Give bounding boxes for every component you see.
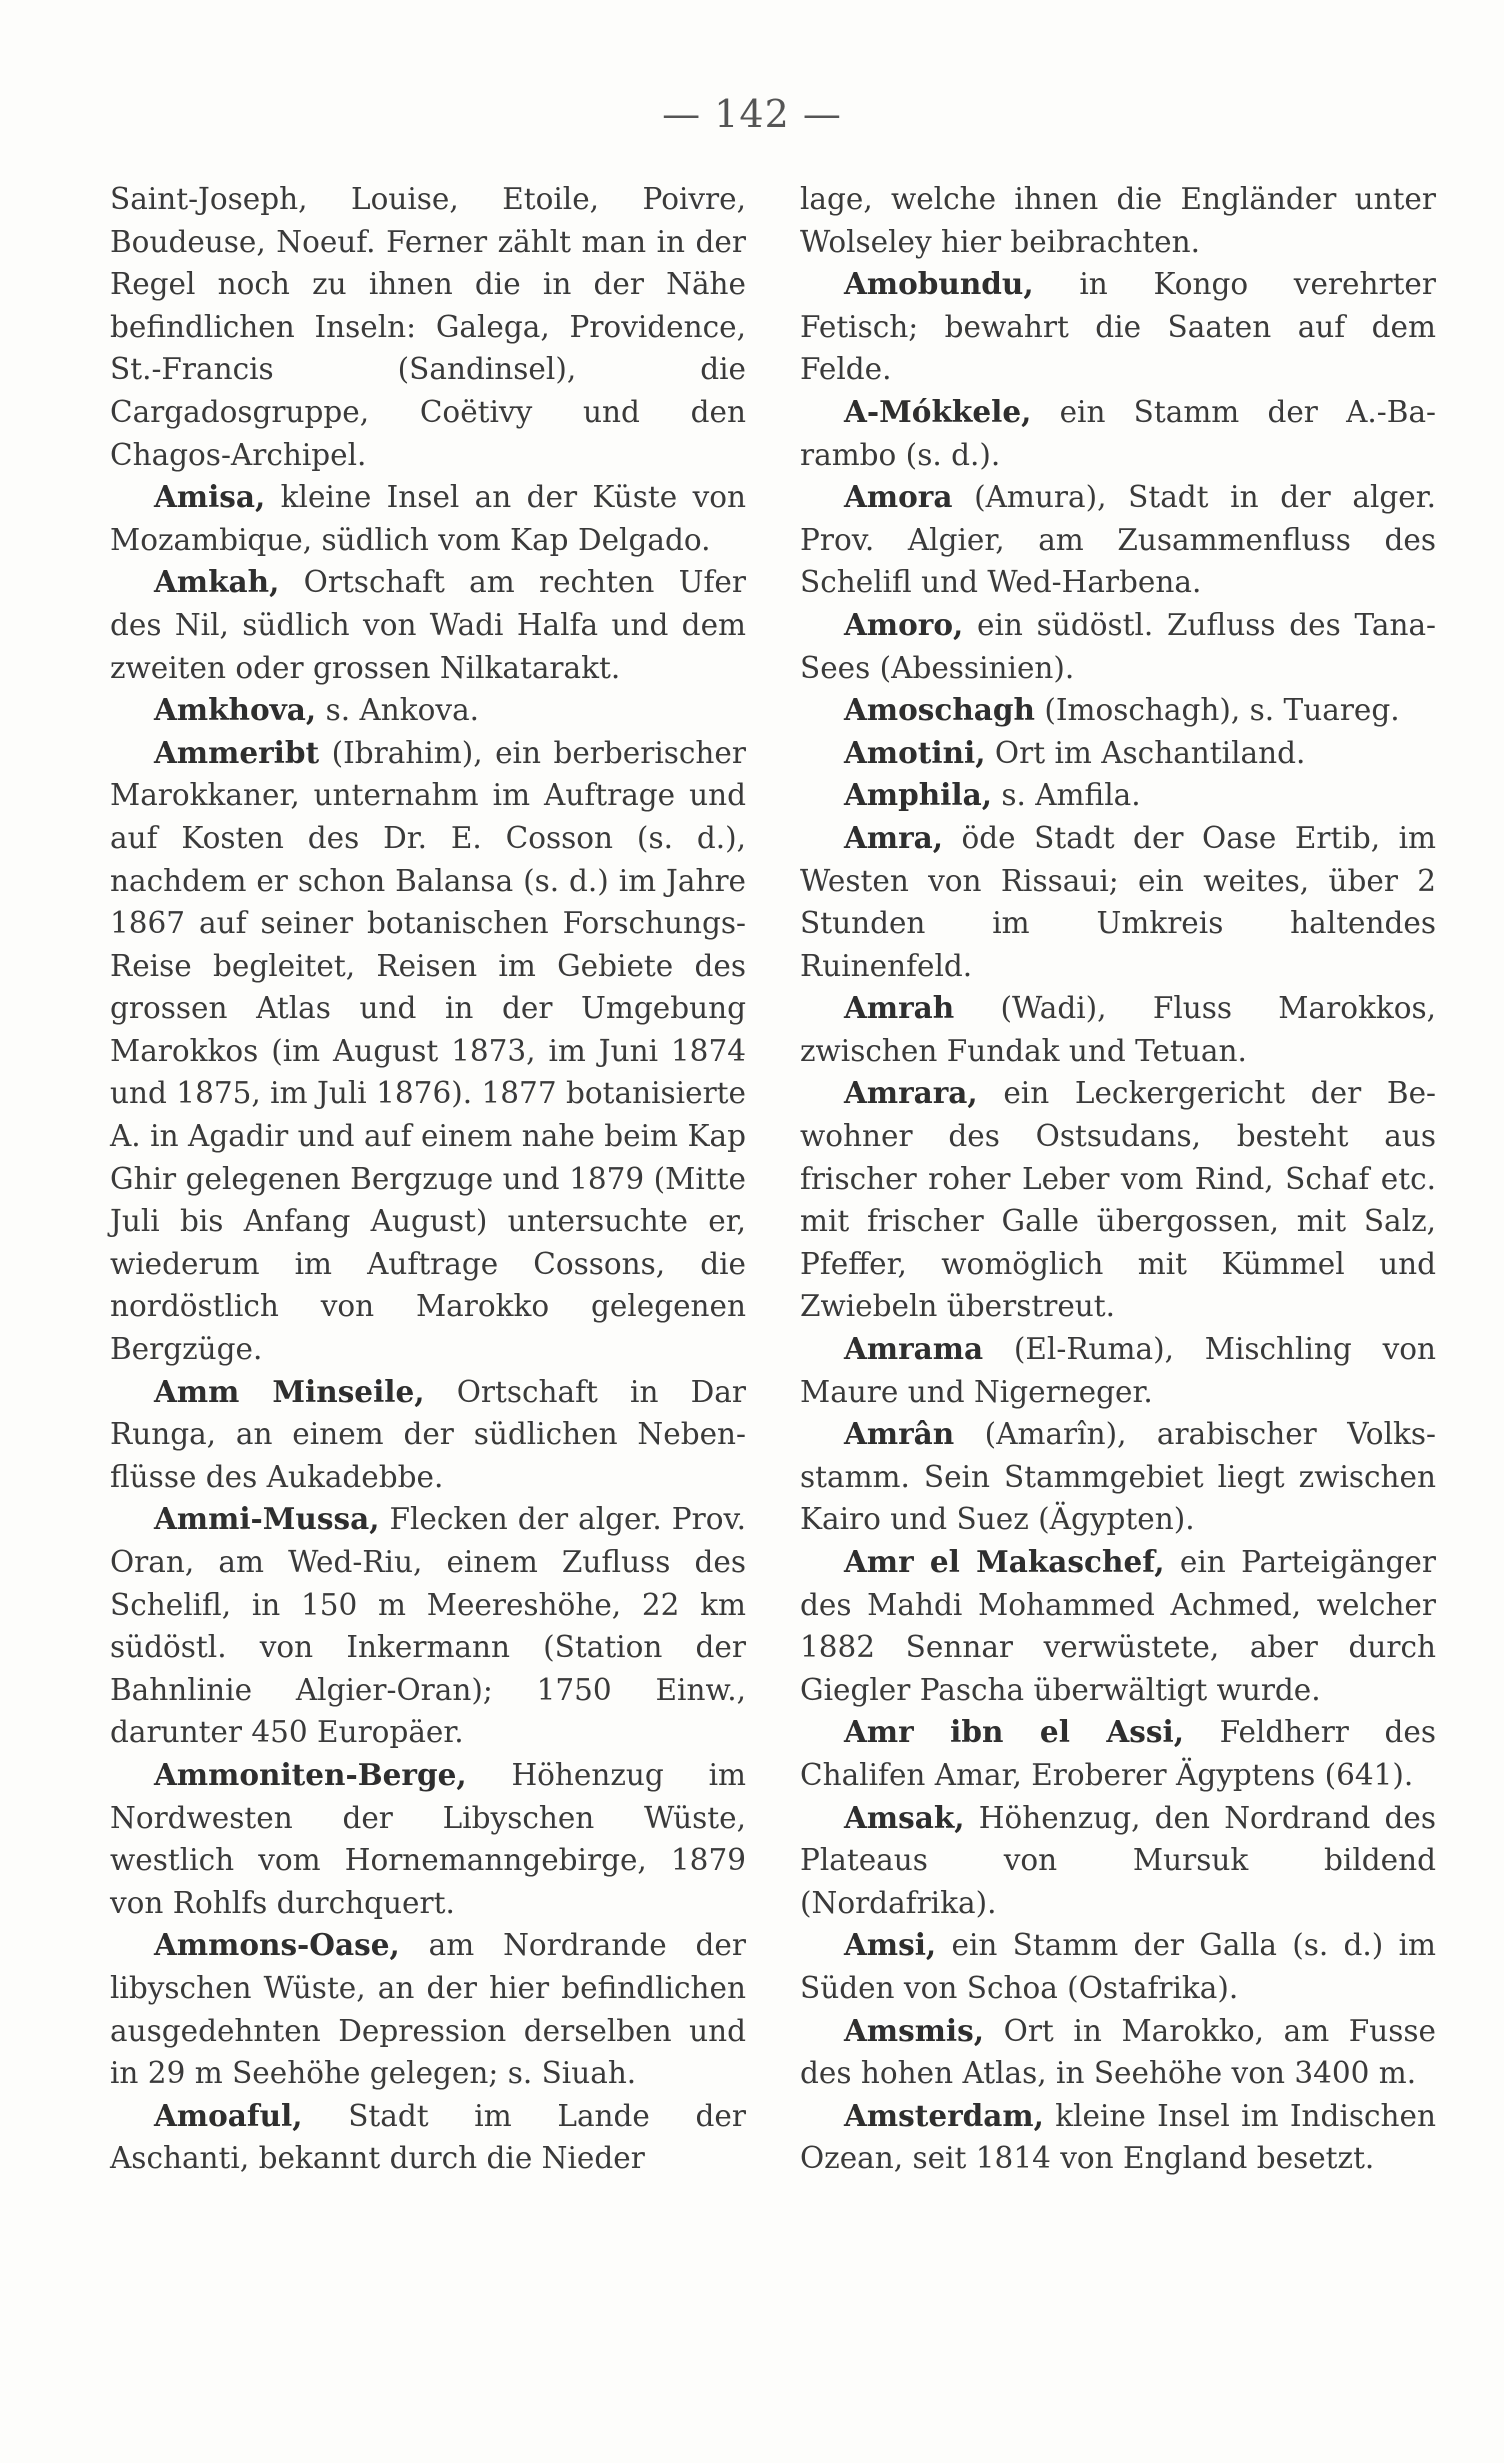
entry-text: ein Stamm der Galla (s. d.) im Süden von Schoa (Ostafrika).: [800, 1928, 1436, 2005]
entry: [800, 689, 1436, 732]
entry: [800, 2095, 1436, 2180]
entry: [110, 689, 746, 732]
entry-head: Ammoniten-Berge,: [154, 1756, 467, 1792]
entry: [110, 178, 746, 476]
entry-text: (Ibrahim), ein berberischer Marokkaner, unternahm im Auftrage und auf Kosten des Dr. E. Cosson (s. d.), nachdem er schon Balansa (s. d.) im Jahre 1867 auf seiner botanischen Forschungs-Reise begleitet, Reisen im Gebiete des grossen Atlas und in der Umgebung Marokkos (im August 1873, im Juni 1874 und 1875, im Juli 1876). 1877 botanisierte A. in Agadir und auf einem nahe beim Kap Ghir gelegenen Bergzuge und 1879 (Mitte Juli bis Anfang August) untersuchte er, wiederum im Auftrage Cossons, die nordöstlich von Marokko gelegenen Bergzüge.: [110, 735, 746, 1367]
entry-text: am Nordrande der libyschen Wüste, an der hier befindlichen ausgedehnten Depression derselben und in 29 m Seehöhe gelegen; s. Siuah.: [110, 1928, 746, 2091]
entry-head: Amrama: [844, 1331, 984, 1367]
entry-head: Amoro,: [844, 606, 964, 642]
entry-text: Ortschaft am rechten Ufer des Nil, südlich von Wadi Halfa und dem zweiten oder grossen Nilkatarakt.: [110, 565, 746, 685]
entry-text: ein Stamm der A.-Barambo (s. d.).: [800, 394, 1436, 472]
entry: [110, 1371, 746, 1499]
entry: [800, 774, 1436, 817]
entry: [800, 1924, 1436, 2009]
entry-head: Amra,: [844, 819, 944, 855]
entry-text: Ort in Marokko, am Fusse des hohen Atlas, in Seehöhe von 3400 m.: [800, 2013, 1436, 2091]
entry: [800, 1797, 1436, 1925]
entry: [800, 1711, 1436, 1796]
entry-head: Amsterdam,: [844, 2097, 1044, 2133]
entry-text: Saint-Joseph, Louise, Etoile, Poivre, Boudeuse, Noeuf. Ferner zählt man in der Regel noch zu ihnen die in der Nähe befindlichen Inseln: Galega, Providence, St.-Francis (Sandinsel), die Cargadosgruppe, Coëtivy und den Chagos-Archipel.: [110, 182, 746, 472]
entry-text: öde Stadt der Oase Ertib, im Westen von Rissaui; ein weites, über 2 Stunden im Umkreis haltendes Ruinenfeld.: [800, 820, 1436, 983]
entry-text: Höhenzug im Nordwesten der Libyschen Wüste, westlich vom Hornemanngebirge, 1879 von Rohlfs durchquert.: [110, 1757, 746, 1920]
entry-text: Feldherr des Chalifen Amar, Eroberer Ägyptens (641).: [800, 1715, 1436, 1792]
entry: [800, 1413, 1436, 1541]
left-column: [110, 178, 746, 2180]
entry: [800, 732, 1436, 775]
right-column: [800, 178, 1436, 2180]
entry-head: Amsak,: [844, 1799, 965, 1835]
entry-head: Ammi-Mussa,: [154, 1501, 380, 1537]
entry: [800, 476, 1436, 604]
entry-head: Amrân: [844, 1416, 955, 1452]
entry-head: Amr ibn el Assi,: [844, 1714, 1184, 1750]
entry: [110, 732, 746, 1371]
entry-head: Amr el Makaschef,: [844, 1544, 1165, 1579]
entry-text: Ort im Aschantiland.: [985, 735, 1306, 770]
entry-head: Amphila,: [844, 777, 992, 813]
entry-text: in Kongo verehrter Fetisch; bewahrt die Saaten auf dem Felde.: [800, 267, 1436, 387]
entry-head: Amisa,: [154, 479, 266, 515]
entry-head: Ammeribt: [154, 734, 320, 770]
entry: [110, 1498, 746, 1754]
entry-head: Amkah,: [154, 564, 280, 600]
entry: [110, 476, 746, 561]
entry: [800, 987, 1436, 1072]
entry-text: Stadt im Lande der Aschanti, bekannt durch die Nieder: [110, 2098, 746, 2176]
entry-head: Amoaful,: [154, 2097, 303, 2133]
entry-head: Amm Minseile,: [154, 1373, 425, 1409]
entry-head: Amsi,: [844, 1927, 937, 1963]
entry: [800, 1072, 1436, 1328]
entry: [800, 263, 1436, 391]
entry-text: Höhenzug, den Nordrand des Plateaus von Mursuk bildend (Nordafrika).: [800, 1800, 1436, 1920]
entry-head: Amora: [844, 479, 953, 515]
entry-head: A-Mókkele,: [844, 393, 1032, 429]
entry-text: s. Ankova.: [316, 693, 480, 728]
entry: [800, 1328, 1436, 1413]
entry-head: Amrara,: [844, 1075, 978, 1111]
entry-head: Amotini,: [844, 734, 986, 770]
entry: [800, 1541, 1436, 1711]
entry: [110, 561, 746, 689]
entry: [800, 391, 1436, 476]
entry-head: Amrah: [844, 990, 955, 1026]
entry-head: Amoschagh: [844, 692, 1035, 728]
entry-head: Amkhova,: [154, 692, 317, 728]
entry: [110, 1924, 746, 2094]
entry-head: Ammons-Oase,: [154, 1927, 400, 1963]
entry-text: (Wadi), Fluss Marokkos, zwischen Fundak und Tetuan.: [800, 991, 1436, 1068]
entry: [800, 604, 1436, 689]
entry: [110, 2095, 746, 2180]
entry-text: Ortschaft in Dar Runga, an einem der südlichen Nebenflüsse des Aukadebbe.: [110, 1374, 746, 1494]
entry-text: ein südöstl. Zufluss des Tana-Sees (Abessinien).: [800, 607, 1436, 685]
entry-text: (Imoschagh), s. Tuareg.: [1035, 693, 1400, 728]
entry: [800, 2010, 1436, 2095]
entry: [800, 817, 1436, 987]
page-number: — 142 —: [662, 92, 842, 136]
entry-text: (El-Ruma), Mischling von Maure und Nigerneger.: [800, 1332, 1436, 1409]
entry-text: lage, welche ihnen die Engländer unter Wolseley hier beibrachten.: [800, 182, 1436, 259]
entry-text: s. Amfila.: [991, 778, 1141, 813]
entry-head: Amsmis,: [844, 2012, 985, 2048]
entry-text: (Amura), Stadt in der alger. Prov. Algier, am Zusammenfluss des Schelifl und Wed-Harbena.: [800, 480, 1436, 600]
entry-head: Amobundu,: [844, 266, 1034, 302]
entry: [110, 1754, 746, 1924]
entry-text: Flecken der alger. Prov. Oran, am Wed-Riu, einem Zufluss des Schelifl, in 150 m Meereshöhe, 22 km südöstl. von Inkermann (Station der Bahnlinie Algier-Oran); 1750 Einw., darunter 450 Europäer.: [110, 1502, 746, 1750]
entry-text: ein Parteigänger des Mahdi Mohammed Achmed, welcher 1882 Sennar verwüstete, aber durch Giegler Pascha überwältigt wurde.: [800, 1545, 1436, 1707]
entry-text: kleine Insel an der Küste von Mozambique, südlich vom Kap Delgado.: [110, 480, 746, 557]
entry-text: (Amarîn), arabischer Volksstamm. Sein Stammgebiet liegt zwischen Kairo und Suez (Ägypten).: [800, 1417, 1436, 1537]
entry: [800, 178, 1436, 263]
entry-text: kleine Insel im Indischen Ozean, seit 1814 von England besetzt.: [800, 2098, 1436, 2176]
entry-text: ein Leckergericht der Bewohner des Ostsudans, besteht aus frischer roher Leber vom Rind, Schaf etc. mit frischer Galle übergossen, mit Salz, Pfeffer, womöglich mit Kümmel und Zwiebeln überstreut.: [800, 1076, 1436, 1324]
